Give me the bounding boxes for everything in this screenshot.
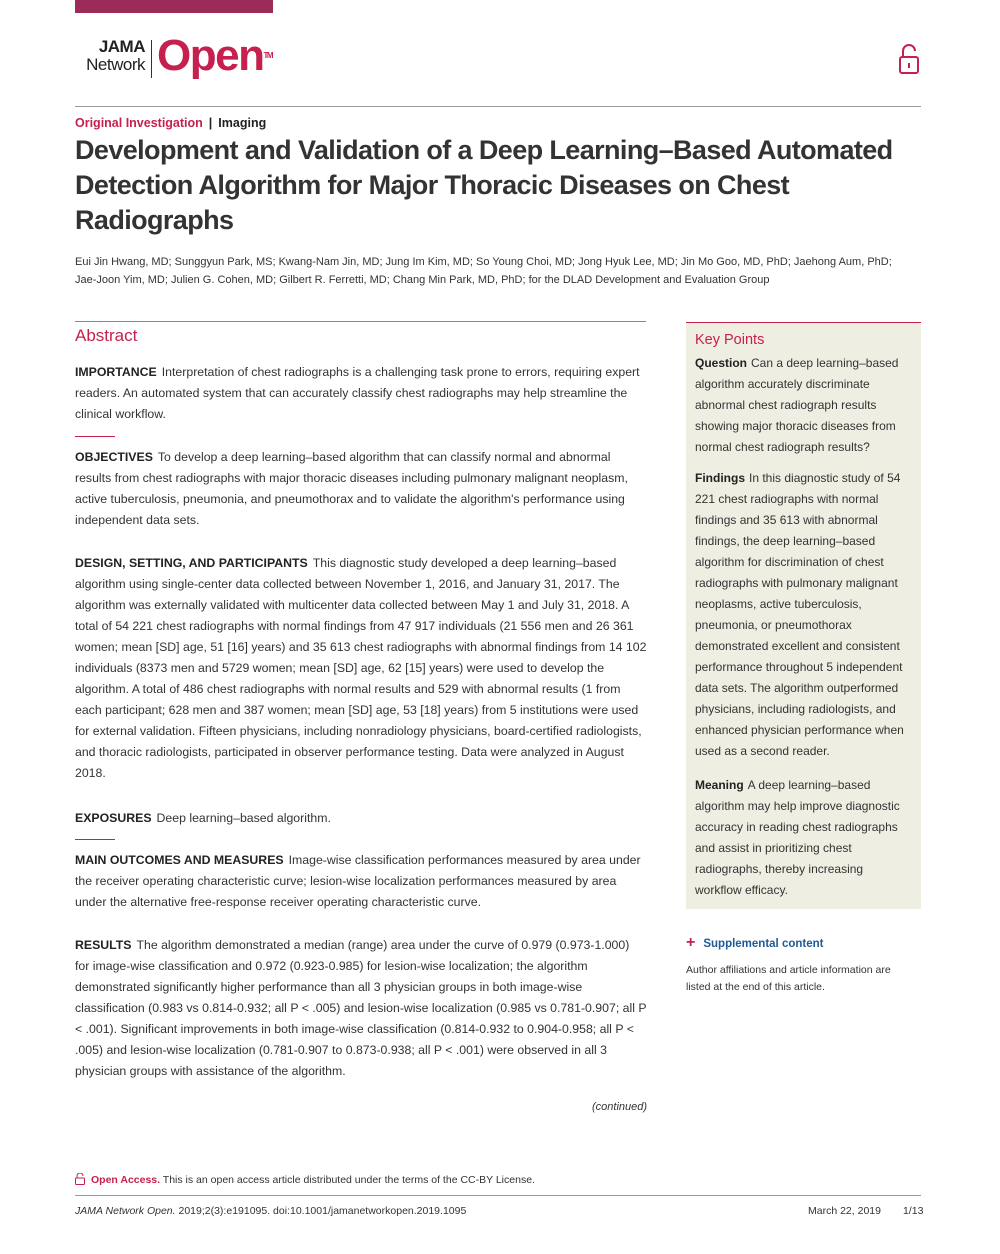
- header-rule: [75, 106, 921, 107]
- footer-rule: [75, 1195, 921, 1196]
- open-access-lock-icon: [898, 42, 920, 76]
- open-access-lock-icon: [75, 1173, 85, 1185]
- supplemental-label: Supplemental content: [703, 938, 824, 950]
- section-text: This diagnostic study developed a deep learning–based algorithm using single-center data collected between November 1, 2016, and January 31, 2017. The algorithm was externally validated with multicenter data collected between May 1 and July 31, 2018. A total of 54 221 chest radiographs with normal findings from 47 917 individuals (21 556 men and 26 361 women; mean [SD] age, 51 [16] years) and 35 613 chest radiographs with abnormal findings from 14 102 individuals (8373 men and 5729 women; mean [SD] age, 62 [15] years) were used to develop the algorithm. A total of 486 chest radiographs with normal results and 529 with abnormal results (1 from each participant; 628 men and 387 women; mean [SD] age, 53 [18] years) from 5 institutions were used for external validation. Fifteen physicians, including nonradiology physicians, board-certified radiologists, and thoracic radiologists, participated in observer performance testing. Data were analyzed in August 2018.: [75, 556, 647, 780]
- logo-open-text: Open: [157, 31, 264, 80]
- citation-text: 2019;2(3):e191095. doi:10.1001/jamanetworkopen.2019.1095: [178, 1205, 467, 1217]
- key-point-text: Can a deep learning–based algorithm accurately discriminate abnormal chest radiograph results showing major thoracic diseases from normal chest radiograph results?: [695, 356, 899, 454]
- open-access-label[interactable]: Open Access.: [91, 1174, 161, 1186]
- article-title: Development and Validation of a Deep Learning–Based Automated Detection Algorithm for Major Thoracic Diseases on Chest Radiographs: [75, 135, 893, 235]
- supplemental-content-link[interactable]: [686, 934, 823, 952]
- key-point-text: In this diagnostic study of 54 221 chest radiographs with normal findings and 35 613 with abnormal findings, the deep learning–based algorithm for discrimination of chest radiographs with pulmonary malignant neoplasms, active tuberculosis, pneumonia, or pneumothorax demonstrated excellent and consistent performance throughout 5 independent data sets. The algorithm outperformed physicians, including radiologists, and enhanced physician performance when used as a second reader.: [695, 471, 904, 758]
- plus-icon: +: [686, 934, 696, 951]
- key-point-label: Question: [695, 356, 748, 370]
- journal-name: JAMA Network Open.: [75, 1205, 176, 1217]
- key-point-meaning: [695, 775, 911, 901]
- section-label: RESULTS: [75, 938, 132, 952]
- category-separator: |: [208, 116, 213, 130]
- section-label: IMPORTANCE: [75, 365, 157, 379]
- section-text: Deep learning–based algorithm.: [156, 811, 331, 825]
- key-point-label: Findings: [695, 471, 745, 485]
- open-access-note: [75, 1173, 535, 1186]
- key-points-heading: Key Points: [695, 332, 765, 348]
- footer-date-page: [808, 1205, 923, 1217]
- publication-date: March 22, 2019: [808, 1205, 881, 1217]
- abstract-importance: [75, 362, 647, 425]
- section-text: To develop a deep learning–based algorithm that can classify normal and abnormal results from chest radiographs with major thoracic diseases including pulmonary malignant neoplasm, active tuberculosis, pneumonia, and pneumothorax and to validate the algorithm's performance using independent data sets.: [75, 450, 628, 527]
- section-label: EXPOSURES: [75, 811, 152, 825]
- continued-note: (continued): [592, 1101, 648, 1113]
- section-label: DESIGN, SETTING, AND PARTICIPANTS: [75, 556, 308, 570]
- top-accent-bar: [75, 0, 273, 13]
- key-point-findings: [695, 468, 911, 762]
- article-type[interactable]: Original Investigation: [75, 116, 203, 130]
- logo-network-text: Network: [86, 55, 145, 74]
- logo-jama-text: JAMA: [98, 37, 145, 56]
- section-label: MAIN OUTCOMES AND MEASURES: [75, 853, 284, 867]
- abstract-objectives: [75, 447, 647, 531]
- open-access-text: This is an open access article distributed under the terms of the CC-BY License.: [162, 1174, 535, 1186]
- abstract-outcomes: [75, 850, 647, 913]
- article-topic[interactable]: Imaging: [218, 116, 267, 130]
- key-points-box: [686, 322, 921, 909]
- section-label: OBJECTIVES: [75, 450, 153, 464]
- section-text: Interpretation of chest radiographs is a challenging task prone to errors, requiring expert readers. An automated system that can accurately classify chest radiographs may help streamline the clinical workflow.: [75, 365, 640, 421]
- key-point-question: [695, 353, 911, 458]
- logo-trademark: TM: [263, 51, 273, 60]
- page-number: 1/13: [902, 1205, 924, 1217]
- authors-line: Eui Jin Hwang, MD; Sunggyun Park, MS; Kwang-Nam Jin, MD; Jung Im Kim, MD; So Young Choi, MD; Jong Hyuk Lee, MD; Jin Mo Goo, MD, PhD; Jaehong Aum, PhD;: [75, 256, 892, 268]
- section-divider: [75, 839, 115, 840]
- abstract-design: [75, 553, 647, 784]
- affiliations-note: Author affiliations and article information are listed at the end of this article.: [686, 964, 891, 993]
- authors-line: Jae-Joon Yim, MD; Julien G. Cohen, MD; Gilbert R. Ferretti, MD; Chang Min Park, MD, PhD; for the DLAD Development and Evaluation Group: [75, 274, 770, 286]
- footer-citation: [75, 1205, 466, 1217]
- abstract-heading: Abstract: [75, 326, 138, 345]
- abstract-exposures: [75, 808, 647, 829]
- key-point-label: Meaning: [695, 778, 744, 792]
- section-text: Image-wise classification performances measured by area under the receiver operating characteristic curve; lesion-wise localization performances measured by area under the alternative free-response receiver operating characteristic curve.: [75, 853, 641, 909]
- abstract-rule: [75, 321, 646, 322]
- abstract-results: [75, 935, 647, 1082]
- key-point-text: A deep learning–based algorithm may help improve diagnostic accuracy in reading chest radiographs and assist in prioritizing chest radiographs, thereby increasing workflow efficacy.: [695, 778, 900, 897]
- article-category: [75, 116, 266, 130]
- section-text: The algorithm demonstrated a median (range) area under the curve of 0.979 (0.973-1.000) for image-wise classification and 0.972 (0.923-0.985) for lesion-wise localization; the algorithm demonstrated significantly higher performance than all 3 physician groups in both image-wise classification (0.983 vs 0.814-0.932; all P < .005) and lesion-wise localization (0.985 vs 0.781-0.907; all P < .001). Significant improvements in both image-wise classification (0.814-0.932 to 0.904-0.958; all P < .005) and lesion-wise localization (0.781-0.907 to 0.873-0.938; all P < .001) were observed in all 3 physician groups with assistance of the algorithm.: [75, 938, 647, 1078]
- section-divider: [75, 436, 115, 437]
- author-list: [75, 253, 921, 289]
- logo-divider: [151, 40, 152, 78]
